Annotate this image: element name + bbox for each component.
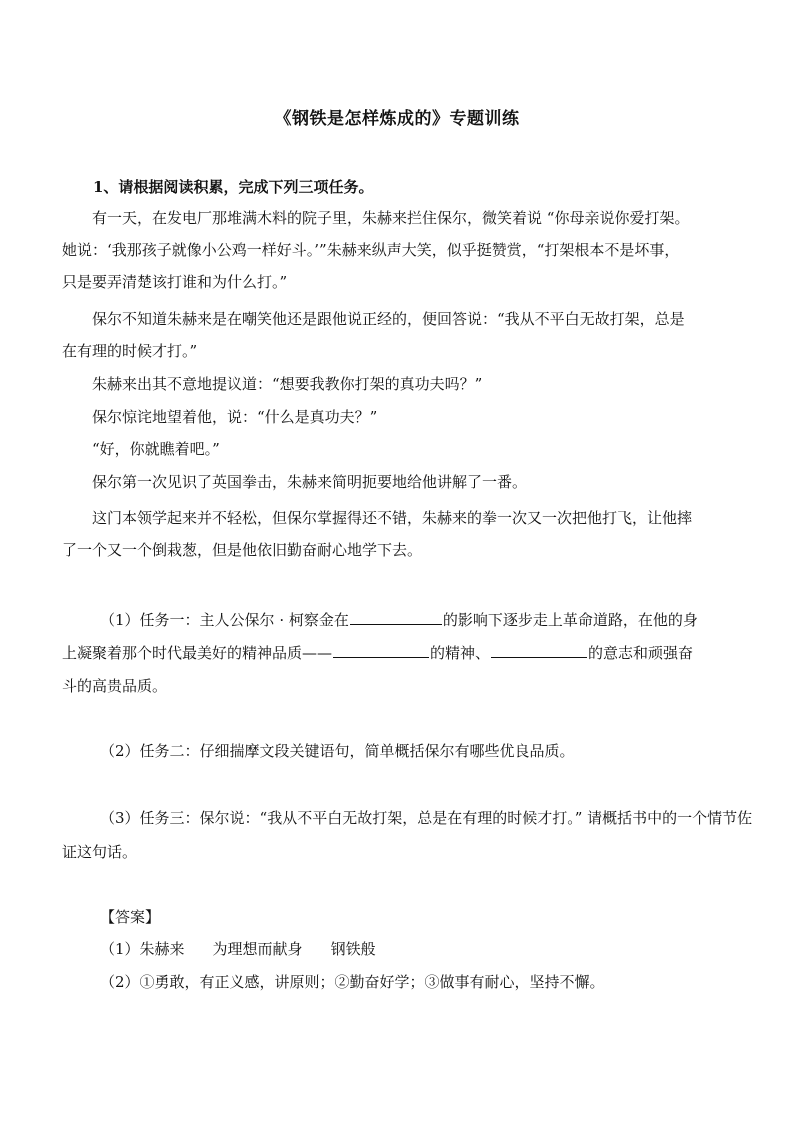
task-1-line-1 [100, 609, 698, 630]
passage-line: 有一天，在发电厂那堆满木料的院子里，朱赫来拦住保尔，微笑着说 “你母亲说你爱打架。 [92, 209, 690, 227]
passage-line: “好，你就瞧着吧。” [92, 440, 220, 458]
task-3-line-1: （3）任务三：保尔说：“我从不平白无故打架，总是在有理的时候才打。” 请概括书中的一个情节佐 [100, 809, 753, 827]
question-heading: 1、请根据阅读积累，完成下列三项任务。 [93, 178, 374, 196]
task-1-text: 的影响下逐步走上革命道路，在他的身 [442, 611, 698, 629]
answer-blank[interactable] [491, 642, 587, 658]
passage-line: 在有理的时候才打。” [62, 342, 198, 360]
answer-1-part: 为理想而献身 [212, 940, 303, 958]
answer-blank[interactable] [350, 609, 442, 625]
answer-1-part: 钢铁般 [330, 940, 376, 958]
passage-line: 她说：‘我那孩子就像小公鸡一样好斗。’”朱赫来纵声大笑，似乎挺赞赏，“打架根本不是坏事， [62, 241, 680, 259]
task-1-line-2 [62, 642, 693, 663]
passage-line: 只是要弄清楚该打谁和为什么打。” [62, 273, 288, 291]
task-1-text: 的精神、 [430, 644, 491, 662]
task-1-text: 上凝聚着那个时代最美好的精神品质—— [62, 644, 333, 662]
task-1-text: 的意志和顽强奋 [588, 644, 694, 662]
answer-blank[interactable] [333, 642, 429, 658]
passage-line: 了一个又一个倒栽葱，但是他依旧勤奋耐心地学下去。 [62, 541, 423, 559]
passage-line: 这门本领学起来并不轻松，但保尔掌握得还不错，朱赫来的拳一次又一次把他打飞，让他摔 [92, 509, 693, 527]
passage-line: 保尔惊诧地望着他，说：“什么是真功夫？” [92, 408, 378, 426]
answer-heading: 【答案】 [100, 908, 161, 926]
passage-line: 保尔第一次见识了英国拳击，朱赫来简明扼要地给他讲解了一番。 [92, 473, 528, 491]
answer-1-part: （1）朱赫来 [100, 940, 185, 958]
passage-line: 保尔不知道朱赫来是在嘲笑他还是跟他说正经的，便回答说：“我从不平白无故打架，总是 [92, 310, 685, 328]
answer-1 [100, 939, 376, 959]
passage-line: 朱赫来出其不意地提议道：“想要我教你打架的真功夫吗？” [92, 375, 483, 393]
page-title: 《钢铁是怎样炼成的》专题训练 [274, 109, 520, 129]
answer-2: （2）①勇敢，有正义感，讲原则；②勤奋好学；③做事有耐心，坚持不懈。 [100, 973, 605, 991]
task-1-text: （1）任务一：主人公保尔 · 柯察金在 [100, 611, 349, 629]
task-1-line-3: 斗的高贵品质。 [62, 677, 168, 695]
task-2: （2）任务二：仔细揣摩文段关键语句，简单概括保尔有哪些优良品质。 [100, 742, 575, 760]
task-3-line-2: 证这句话。 [62, 843, 138, 861]
